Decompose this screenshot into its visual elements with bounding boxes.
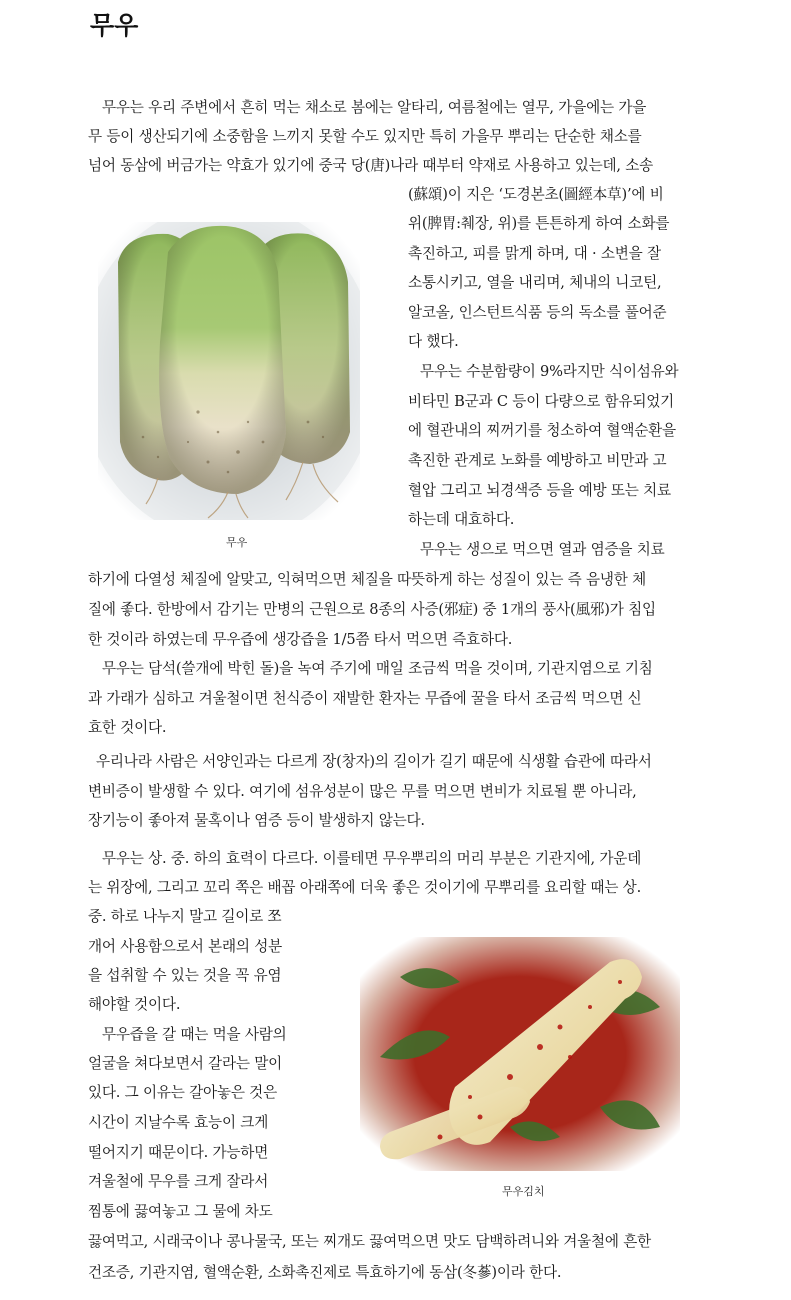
paragraph-5-line-1: 우리나라 사람은 서양인과는 다르게 장(창자)의 길이가 길기 때문에 식생활 습관에 따라서 xyxy=(96,753,652,770)
paragraph-1-line-4: (蘇頌)이 지은 ‘도경본초(圖經本草)’에 비 xyxy=(408,186,664,203)
page-title: 무우 xyxy=(90,11,139,40)
paragraph-1-line-3: 넘어 동삼에 버금가는 약효가 있기에 중국 당(唐)나라 때부터 약재로 사용하고 있는데, 소송 xyxy=(88,157,654,174)
paragraph-7-line-1: 무우즙을 갈 때는 먹을 사람의 xyxy=(102,1026,287,1043)
paragraph-7-line-5: 떨어지기 때문이다. 가능하면 xyxy=(88,1144,269,1161)
kimchi-caption: 무우김치 xyxy=(502,1185,545,1198)
paragraph-1-line-6: 촉진하고, 피를 맑게 하며, 대 · 소변을 잘 xyxy=(408,245,661,262)
paragraph-4-line-3: 효한 것이다. xyxy=(88,719,167,736)
paragraph-1-line-2: 무 등이 생산되기에 소중함을 느끼지 못할 수도 있지만 특히 가을무 뿌리는 단순한 채소를 xyxy=(88,128,642,145)
paragraph-7-line-8: 끓여먹고, 시래국이나 콩나물국, 또는 찌개도 끓여먹으면 맛도 담백하려니와 겨울철에 흔한 xyxy=(88,1233,652,1250)
paragraph-6-line-6: 해야할 것이다. xyxy=(88,996,181,1013)
paragraph-7-line-9: 건조증, 기관지염, 혈액순환, 소화촉진제로 특효하기에 동삼(冬蔘)이라 한다. xyxy=(88,1264,562,1281)
paragraph-2-line-2: 비타민 B군과 C 등이 다량으로 함유되었기 xyxy=(408,393,675,410)
kimchi-figure xyxy=(360,937,680,1198)
paragraph-6-line-3: 중. 하로 나누지 말고 길이로 쪼 xyxy=(88,908,282,925)
paragraph-5-line-3: 장기능이 좋아져 물혹이나 염증 등이 발생하지 않는다. xyxy=(88,812,425,829)
paragraph-6-line-1: 무우는 상. 중. 하의 효력이 다르다. 이를테면 무우뿌리의 머리 부분은 기관지에, 가운데 xyxy=(102,850,642,867)
paragraph-5-line-2: 변비증이 발생할 수 있다. 여기에 섬유성분이 많은 무를 먹으면 변비가 치료될 뿐 아니라, xyxy=(88,783,637,800)
paragraph-4-line-2: 과 가래가 심하고 겨울철이면 천식증이 재발한 환자는 무즙에 꿀을 타서 조금씩 먹으면 신 xyxy=(88,690,642,707)
paragraph-3-line-1: 무우는 생으로 먹으면 열과 염증을 치료 xyxy=(420,541,665,558)
paragraph-3-line-3: 질에 좋다. 한방에서 감기는 만병의 근원으로 8종의 사증(邪症) 중 1개의 풍사(風邪)가 침입 xyxy=(88,601,656,618)
paragraph-1-line-8: 알코올, 인스턴트식품 등의 독소를 풀어준 xyxy=(408,304,667,321)
radish-kimchi-photo xyxy=(360,937,680,1171)
paragraph-4-line-1: 무우는 담석(쓸개에 박힌 돌)을 녹여 주기에 매일 조금씩 먹을 것이며, 기관지염으로 기침 xyxy=(102,660,653,677)
paragraph-7-line-7: 찜통에 끓여놓고 그 물에 차도 xyxy=(88,1203,273,1220)
paragraph-2-line-3: 에 혈관내의 찌꺼기를 청소하여 혈액순환을 xyxy=(408,422,676,439)
paragraph-3-line-4: 한 것이라 하였는데 무우즙에 생강즙을 1/5쯤 타서 먹으면 즉효하다. xyxy=(88,631,513,648)
paragraph-7-line-3: 있다. 그 이유는 갈아놓은 것은 xyxy=(88,1084,277,1101)
paragraph-2-line-4: 촉진한 관계로 노화를 예방하고 비만과 고 xyxy=(408,452,667,469)
radish-photo xyxy=(98,222,360,520)
paragraph-7-line-2: 얼굴을 쳐다보면서 갈라는 말이 xyxy=(88,1055,282,1072)
paragraph-1-line-1: 무우는 우리 주변에서 흔히 먹는 채소로 봄에는 알타리, 여름철에는 열무, 가을에는 가을 xyxy=(102,99,647,116)
paragraph-1-line-9: 다 했다. xyxy=(408,333,459,350)
paragraph-7-line-6: 겨울철에 무우를 크게 잘라서 xyxy=(88,1173,269,1190)
radish-figure xyxy=(98,222,360,549)
paragraph-3-line-2: 하기에 다열성 체질에 알맞고, 익혀먹으면 체질을 따뜻하게 하는 성질이 있는 즉 음냉한 체 xyxy=(88,571,647,588)
paragraph-2-line-6: 하는데 대효하다. xyxy=(408,511,515,528)
radish-caption: 무우 xyxy=(226,536,248,549)
paragraph-2-line-1: 무우는 수분함량이 9%라지만 식이섬유와 xyxy=(420,363,679,380)
paragraph-6-line-4: 개어 사용함으로서 본래의 성분 xyxy=(88,938,282,955)
paragraph-1-line-5: 위(脾胃:췌장, 위)를 튼튼하게 하여 소화를 xyxy=(408,215,670,232)
paragraph-1-line-7: 소통시키고, 열을 내리며, 체내의 니코틴, xyxy=(408,274,662,291)
paragraph-2-line-5: 혈압 그리고 뇌경색증 등을 예방 또는 치료 xyxy=(408,482,671,499)
paragraph-7-line-4: 시간이 지날수록 효능이 크게 xyxy=(88,1114,269,1131)
paragraph-6-line-5: 을 섭취할 수 있는 것을 꼭 유염 xyxy=(88,967,282,984)
paragraph-6-line-2: 는 위장에, 그리고 꼬리 쪽은 배꼽 아래쪽에 더욱 좋은 것이기에 무뿌리를 요리할 때는 상. xyxy=(88,879,642,896)
